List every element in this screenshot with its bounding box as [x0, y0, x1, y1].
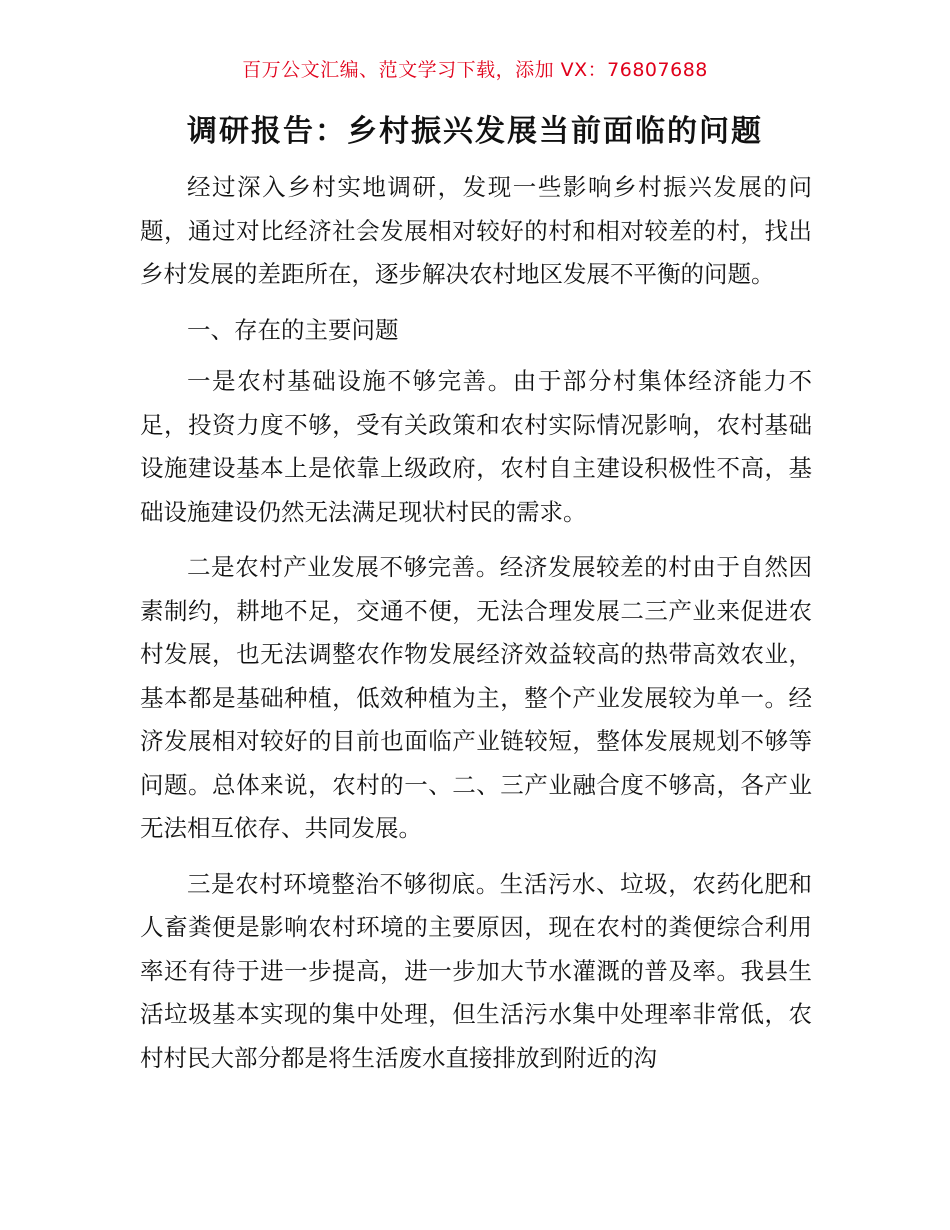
watermark-header: 百万公文汇编、范文学习下载，添加 VX：76807688: [242, 59, 708, 81]
document-body: [140, 166, 812, 1092]
intro-paragraph: 经过深入乡村实地调研，发现一些影响乡村振兴发展的问题，通过对比经济社会发展相对较好的村和相对较差的村，找出乡村发展的差距所在，逐步解决农村地区发展不平衡的问题。: [140, 173, 812, 288]
paragraph-infrastructure: 一是农村基础设施不够完善。由于部分村集体经济能力不足，投资力度不够，受有关政策和农村实际情况影响，农村基础设施建设基本上是依靠上级政府，农村自主建设积极性不高，基础设施建设仍然无法满足现状村民的需求。: [140, 367, 812, 526]
paragraph-environment: 三是农村环境整治不够彻底。生活污水、垃圾，农药化肥和人畜粪便是影响农村环境的主要原因，现在农村的粪便综合利用率还有待于进一步提高，进一步加大节水灌溉的普及率。我县生活垃圾基本实现的集中处理，但生活污水集中处理率非常低，农村村民大部分都是将生活废水直接排放到附近的沟: [140, 869, 812, 1072]
section-heading-main-problems: 一、存在的主要问题: [187, 315, 399, 344]
document-title: 调研报告：乡村振兴发展当前面临的问题: [187, 114, 763, 149]
paragraph-industry: 二是农村产业发展不够完善。经济发展较差的村由于自然因素制约，耕地不足，交通不便，无法合理发展二三产业来促进农村发展，也无法调整农作物发展经济效益较高的热带高效农业，基本都是基础种植，低效种植为主，整个产业发展较为单一。经济发展相对较好的目前也面临产业链较短，整体发展规划不够等问题。总体来说，农村的一、二、三产业融合度不够高，各产业无法相互依存、共同发展。: [140, 553, 812, 842]
